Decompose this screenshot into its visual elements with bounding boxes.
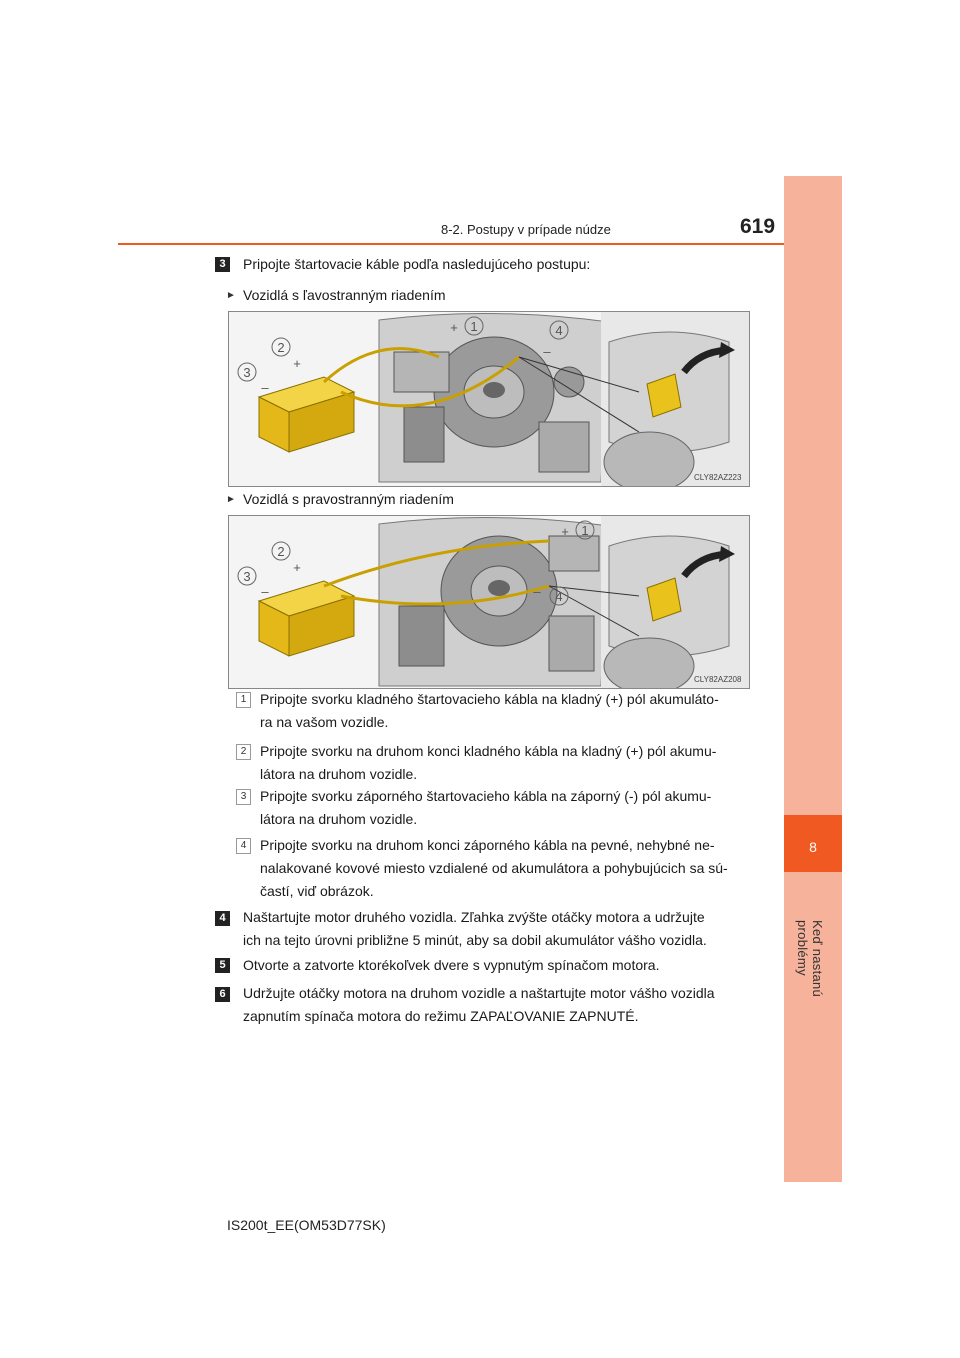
step-4-line2: ich na tejto úrovni približne 5 minút, aby sa dobil akumulátor vášho vozidla.: [243, 932, 707, 948]
step-6-line2: zapnutím spínača motora do režimu ZAPAĽOVANIE ZAPNUTÉ.: [243, 1008, 639, 1024]
step-number-6: 6: [215, 987, 230, 1002]
substep-number: 4: [236, 838, 251, 854]
rhd-figure-code: CLY82AZ208: [694, 675, 742, 684]
step-5-line1: Otvorte a zatvorte ktorékoľvek dvere s vypnutým spínačom motora.: [243, 957, 660, 973]
bullet-icon: ►: [226, 494, 236, 505]
page-number: 619: [740, 215, 776, 238]
step-6-line1: Udržujte otáčky motora na druhom vozidle a naštartujte motor vášho vozidla: [243, 985, 715, 1001]
substep-1-line1: Pripojte svorku kladného štartovacieho kábla na kladný (+) pól akumuláto-: [260, 691, 719, 707]
plus-icon: +: [293, 356, 301, 371]
bullet-icon: ►: [226, 290, 236, 301]
lhd-label: Vozidlá s ľavostranným riadením: [243, 287, 446, 303]
step-number-5: 5: [215, 958, 230, 973]
substep-3-line2: látora na druhom vozidle.: [260, 811, 418, 827]
lhd-callout-4: 4: [555, 323, 563, 338]
substep-4-line1: Pripojte svorku na druhom konci záporného kábla na pevné, nehybné ne-: [260, 837, 715, 853]
rhd-label: Vozidlá s pravostranným riadením: [243, 491, 454, 507]
lhd-callout-2: 2: [277, 340, 285, 355]
minus-icon: –: [543, 344, 551, 359]
chapter-number: 8: [784, 815, 842, 872]
minus-icon: –: [261, 380, 269, 395]
rhd-callout-4: 4: [555, 589, 563, 604]
substep-1-line2: ra na vašom vozidle.: [260, 714, 389, 730]
header-rule: [118, 243, 784, 245]
rhd-jumper-illustration: [228, 515, 750, 689]
chapter-title: Keď nastanú problémy: [795, 920, 825, 998]
lhd-callout-1: 1: [470, 319, 478, 334]
rhd-callout-1: 1: [581, 523, 589, 538]
lhd-jumper-illustration: [228, 311, 750, 487]
lhd-figure-code: CLY82AZ223: [694, 473, 742, 482]
substep-number: 3: [236, 789, 251, 805]
lhd-engine-svg: [229, 312, 749, 486]
plus-icon: +: [450, 320, 458, 335]
minus-icon: –: [533, 584, 541, 599]
rhd-engine-svg: [229, 516, 749, 688]
step-number-3: 3: [215, 257, 230, 272]
section-title: 8-2. Postupy v prípade núdze: [441, 222, 611, 237]
substep-4-line3: častí, viď obrázok.: [260, 883, 374, 899]
plus-icon: +: [561, 524, 569, 539]
minus-icon: –: [261, 584, 269, 599]
plus-icon: +: [293, 560, 301, 575]
lhd-callout-3: 3: [243, 365, 251, 380]
step-4-line1: Naštartujte motor druhého vozidla. Zľahka zvýšte otáčky motora a udržujte: [243, 909, 705, 925]
substep-number: 1: [236, 692, 251, 708]
substep-2-line1: Pripojte svorku na druhom konci kladného kábla na kladný (+) pól akumu-: [260, 743, 717, 759]
substep-3-line1: Pripojte svorku záporného štartovacieho kábla na záporný (-) pól akumu-: [260, 788, 712, 804]
substep-2-line2: látora na druhom vozidle.: [260, 766, 418, 782]
substep-number: 2: [236, 744, 251, 760]
step-number-4: 4: [215, 911, 230, 926]
document-code: IS200t_EE(OM53D77SK): [227, 1217, 386, 1233]
step-3-text: Pripojte štartovacie káble podľa nasledujúceho postupu:: [243, 256, 591, 272]
rhd-callout-2: 2: [277, 544, 285, 559]
substep-4-line2: nalakované kovové miesto vzdialené od akumulátora a pohybujúcich sa sú-: [260, 860, 728, 876]
rhd-callout-3: 3: [243, 569, 251, 584]
